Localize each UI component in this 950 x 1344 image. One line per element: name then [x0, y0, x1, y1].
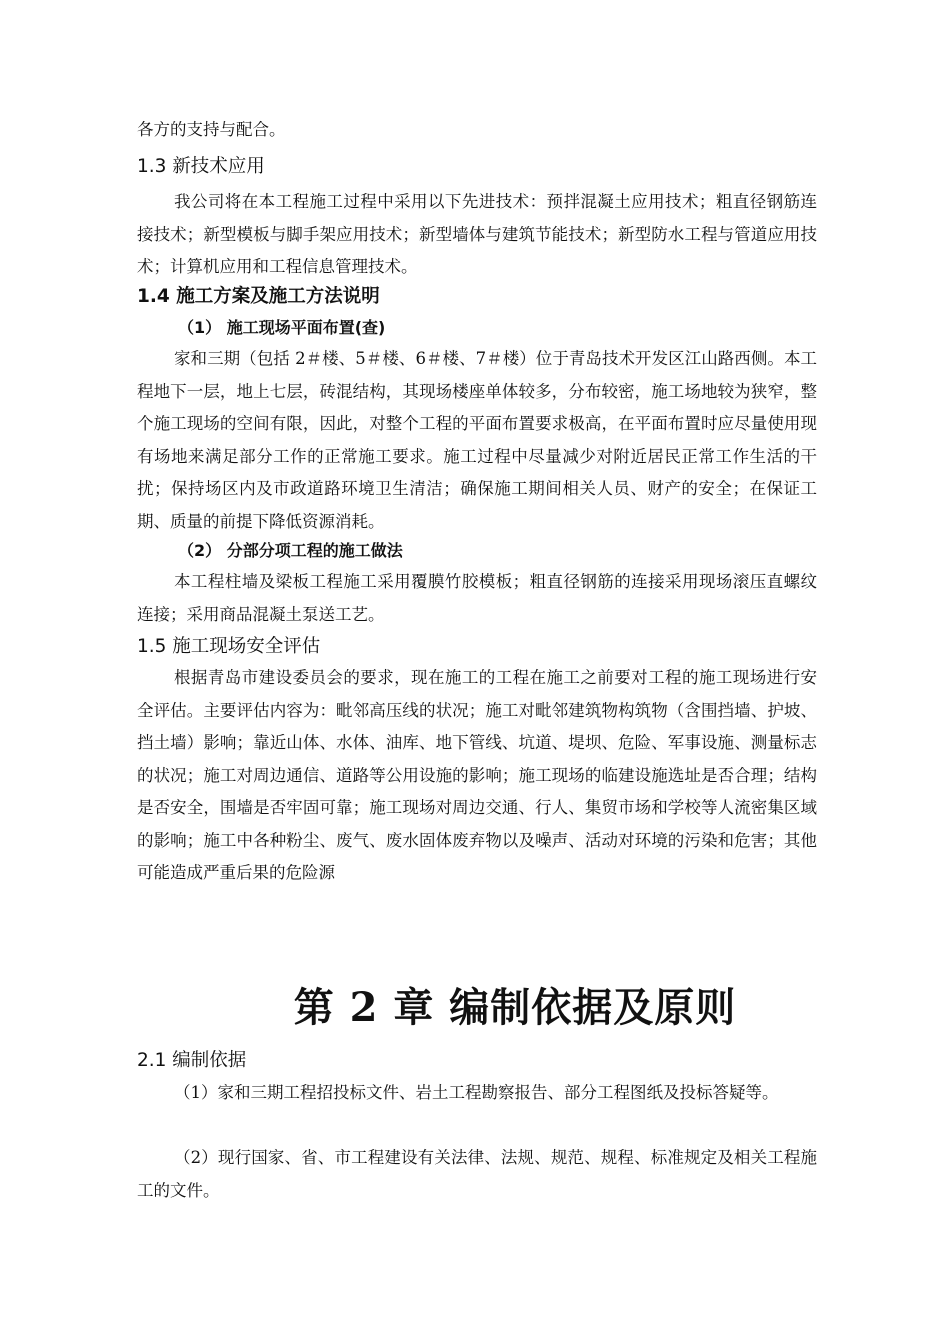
section-heading-1-4: 1.4 施工方案及施工方法说明	[137, 286, 380, 307]
paragraph-continuation: 各方的支持与配合。	[137, 120, 286, 139]
paragraph-site-layout: 家和三期（包括 2＃楼、5＃楼、6＃楼、7＃楼）位于青岛技术开发区江山路西侧。本工程地下一层，地上七层，砖混结构，其现场楼座单体较多，分布较密，施工场地较为狭窄，整个施工现场的空间有限，因此，对整个工程的平面布置要求极高，在平面布置时应尽量使用现有场地来满足部分工作的正常施工要求。施工过程中尽量减少对附近居民正常工作生活的干扰；保持场区内及市政道路环境卫生清洁；确保施工期间相关人员、财产的安全；在保证工期、质量的前提下降低资源消耗。	[137, 349, 817, 531]
paragraph-safety-assessment: 根据青岛市建设委员会的要求，现在施工的工程在施工之前要对工程的施工现场进行安全评估。主要评估内容为：毗邻高压线的状况；施工对毗邻建筑物构筑物（含围挡墙、护坡、挡土墙）影响；靠近山体、水体、油库、地下管线、坑道、堤坝、危险、军事设施、测量标志的状况；施工对周边通信、道路等公用设施的影响；施工现场的临建设施选址是否合理；结构是否安全，围墙是否牢固可靠；施工现场对周边交通、行人、集贸市场和学校等人流密集区域的影响；施工中各种粉尘、废气、废水固体废弃物以及噪声、活动对环境的污染和危害；其他可能造成严重后果的危险源	[137, 668, 817, 882]
subheading-site-layout: （1） 施工现场平面布置(查)	[178, 318, 386, 337]
paragraph-new-tech: 我公司将在本工程施工过程中采用以下先进技术：预拌混凝土应用技术；粗直径钢筋连接技术；新型模板与脚手架应用技术；新型墙体与建筑节能技术；新型防水工程与管道应用技术；计算机应用和工程信息管理技术。	[137, 192, 817, 276]
paragraph-basis-2: （2）现行国家、省、市工程建设有关法律、法规、规范、规程、标准规定及相关工程施工的文件。	[137, 1148, 817, 1200]
paragraph-construction-methods: 本工程柱墙及梁板工程施工采用覆膜竹胶模板；粗直径钢筋的连接采用现场滚压直螺纹连接；采用商品混凝土泵送工艺。	[137, 572, 817, 624]
section-heading-2-1: 2.1 编制依据	[137, 1050, 247, 1071]
subheading-construction-methods: （2） 分部分项工程的施工做法	[178, 541, 403, 560]
section-heading-1-5: 1.5 施工现场安全评估	[137, 636, 321, 657]
chapter-title: 第 2 章 编制依据及原则	[293, 984, 737, 1031]
paragraph-basis-1: （1）家和三期工程招投标文件、岩土工程勘察报告、部分工程图纸及投标答疑等。	[174, 1083, 779, 1102]
section-heading-1-3: 1.3 新技术应用	[137, 156, 265, 177]
